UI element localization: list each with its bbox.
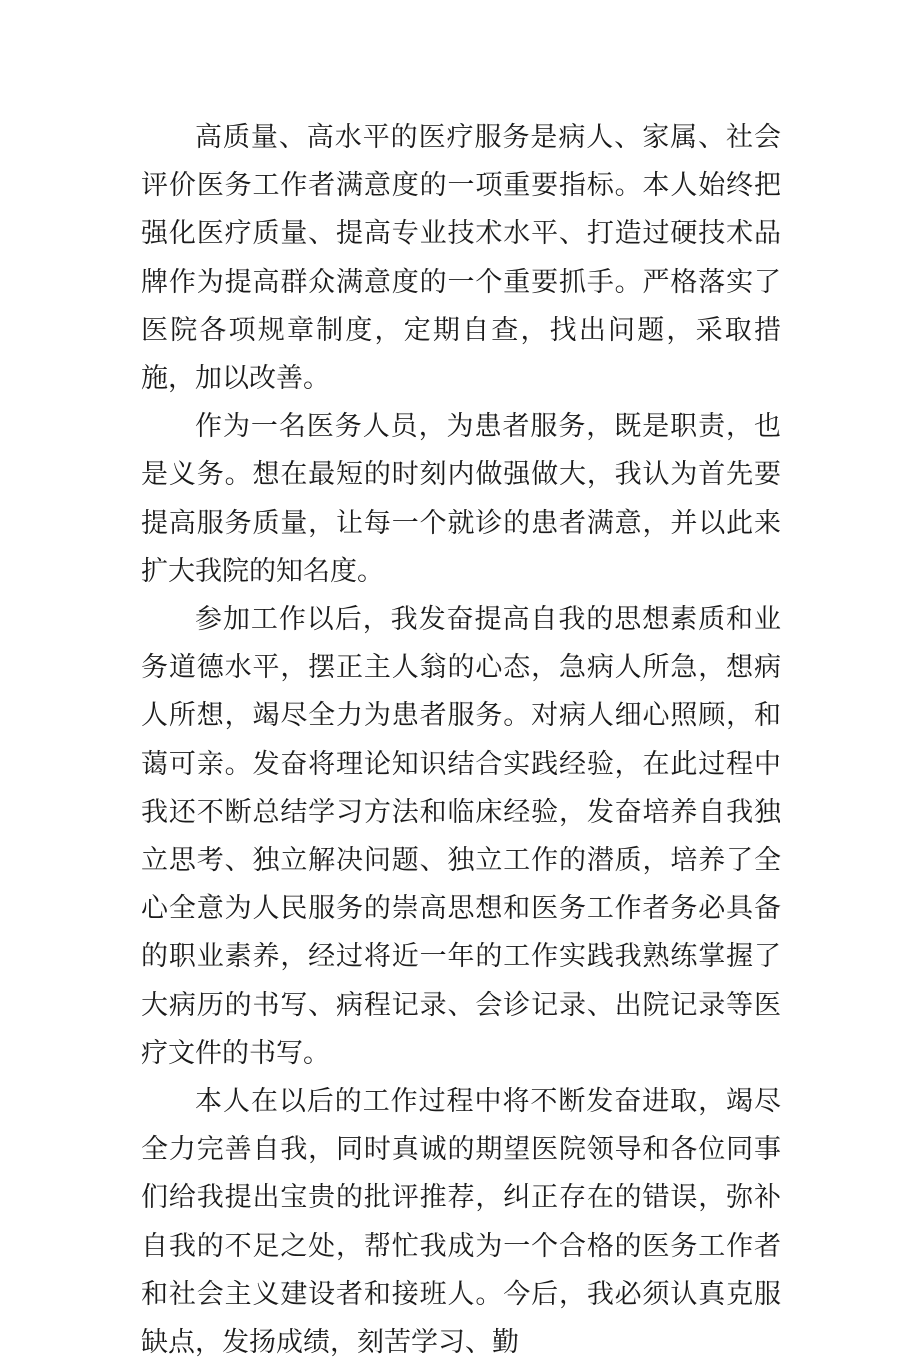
- paragraph-1: 高质量、高水平的医疗服务是病人、家属、社会评价医务工作者满意度的一项重要指标。本人始终把强化医疗质量、提高专业技术水平、打造过硬技术品牌作为提高群众满意度的一个重要抓手。严格落实了医院各项规章制度，定期自查，找出问题，采取措施，加以改善。: [141, 122, 781, 395]
- paragraph-4: 本人在以后的工作过程中将不断发奋进取，竭尽全力完善自我，同时真诚的期望医院领导和各位同事们给我提出宝贵的批评推荐，纠正存在的错误，弥补自我的不足之处，帮忙我成为一个合格的医务工作者和社会主义建设者和接班人。今后，我必须认真克服缺点，发扬成绩，刻苦学习、勤: [141, 1086, 781, 1359]
- paragraph-3: 参加工作以后，我发奋提高自我的思想素质和业务道德水平，摆正主人翁的心态，急病人所急，想病人所想，竭尽全力为患者服务。对病人细心照顾，和蔼可亲。发奋将理论知识结合实践经验，在此过程中我还不断总结学习方法和临床经验，发奋培养自我独立思考、独立解决问题、独立工作的潜质，培养了全心全意为人民服务的崇高思想和医务工作者务必具备的职业素养，经过将近一年的工作实践我熟练掌握了大病历的书写、病程记录、会诊记录、出院记录等医疗文件的书写。: [141, 604, 781, 1069]
- paragraph-2: 作为一名医务人员，为患者服务，既是职责，也是义务。想在最短的时刻内做强做大，我认为首先要提高服务质量，让每一个就诊的患者满意，并以此来扩大我院的知名度。: [141, 411, 781, 587]
- document-body: [141, 114, 781, 1367]
